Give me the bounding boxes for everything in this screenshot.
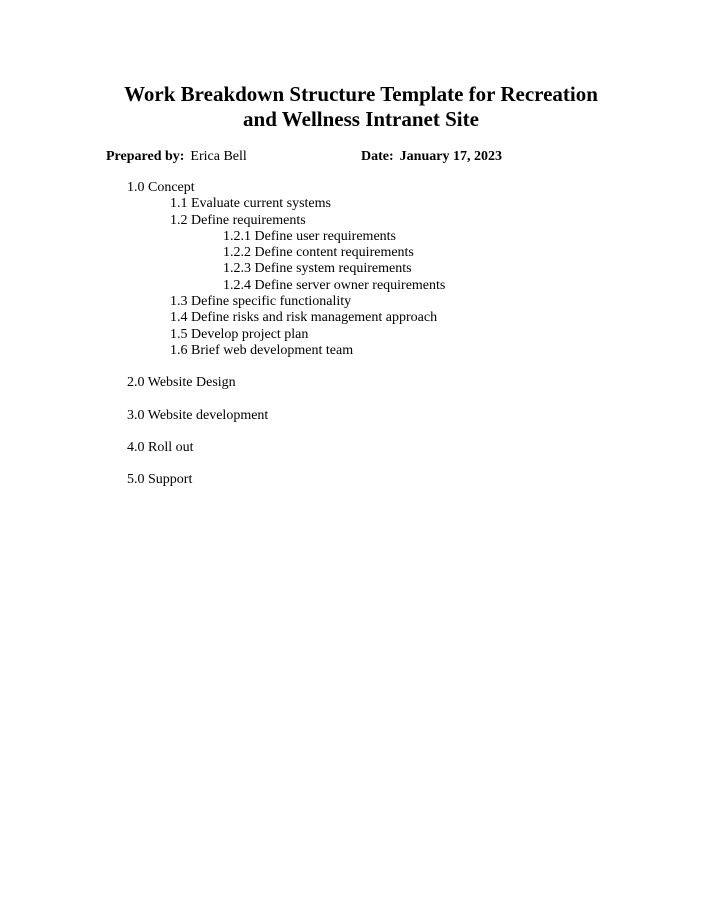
wbs-item-1-1: 1.1 Evaluate current systems [170,196,331,212]
wbs-item-1-3: 1.3 Define specific functionality [170,294,352,310]
prepared-by-value: Erica Bell [190,149,247,164]
date-field [361,148,502,166]
wbs-item-1-2-4: 1.2.4 Define server owner requirements [223,277,446,293]
date-label: Date: [361,149,394,164]
wbs-item-5-0: 5.0 Support [127,472,193,488]
date-value: January 17, 2023 [399,149,502,164]
wbs-item-1-2: 1.2 Define requirements [170,212,306,228]
document-title: Work Breakdown Structure Template for Recreation and Wellness Intranet Site [124,82,598,131]
prepared-by-field [106,148,247,166]
wbs-item-1-2-1: 1.2.1 Define user requirements [223,228,396,244]
prepared-by-label: Prepared by: [106,149,185,164]
wbs-item-4-0: 4.0 Roll out [127,439,194,455]
wbs-outline [127,180,627,488]
wbs-item-3-0: 3.0 Website development [127,407,269,423]
wbs-item-1-5: 1.5 Develop project plan [170,326,309,342]
wbs-item-1-6: 1.6 Brief web development team [170,342,354,358]
wbs-item-1-2-3: 1.2.3 Define system requirements [223,261,412,277]
wbs-item-1-4: 1.4 Define risks and risk management approach [170,310,438,326]
wbs-item-2-0: 2.0 Website Design [127,375,236,391]
wbs-item-1-0: 1.0 Concept [127,180,195,195]
wbs-item-1-2-2: 1.2.2 Define content requirements [223,245,414,261]
